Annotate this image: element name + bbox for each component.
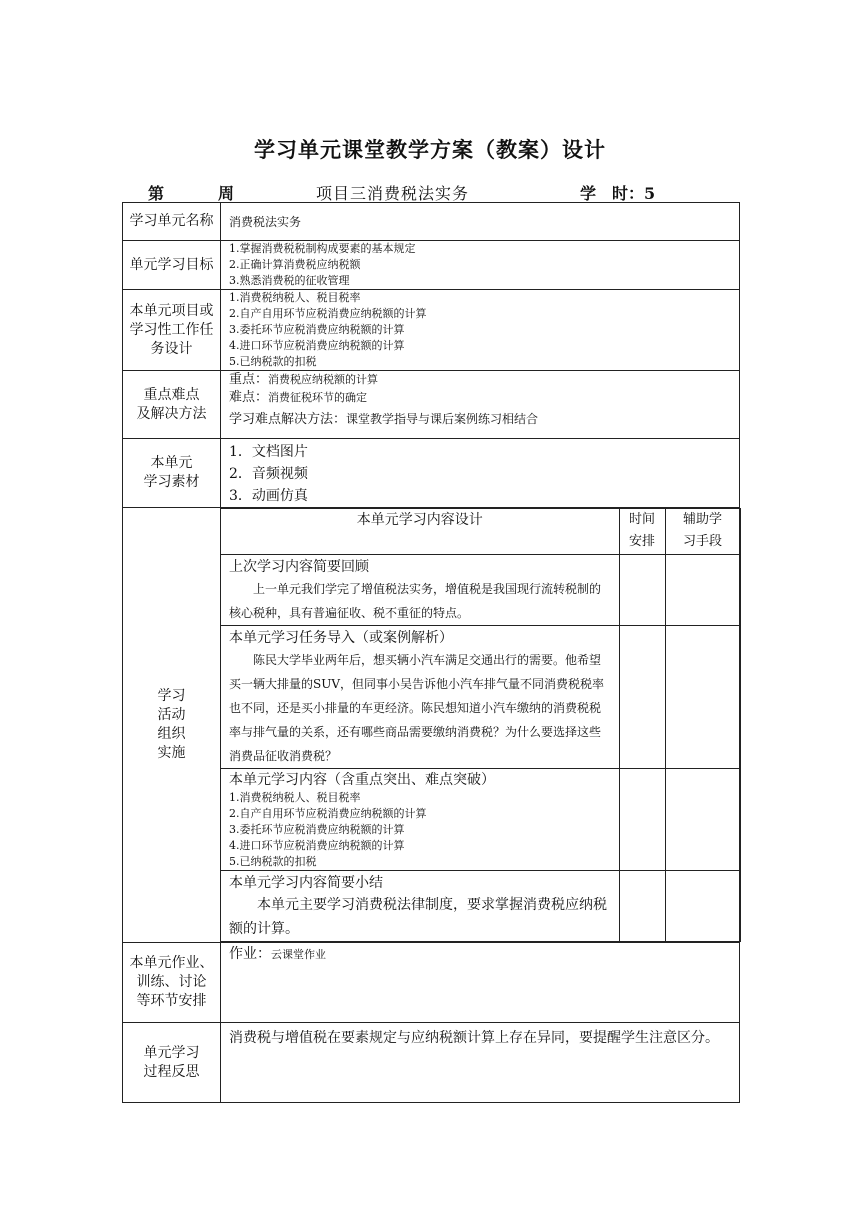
row-activity <box>123 508 740 943</box>
reflection-text: 消费税与增值税在要素规定与应纳税额计算上存在异同，要提醒学生注意区分。 <box>229 1030 719 1046</box>
week-label-1: 第 <box>148 184 165 203</box>
content-item: 5.已纳税款的扣税 <box>229 855 317 868</box>
row-goals <box>123 241 740 290</box>
goal-item: 1.掌握消费税税制构成要素的基本规定 <box>229 242 416 255</box>
hours-label: 学 时：5 <box>580 184 656 203</box>
material-item: 1．文档图片 <box>229 444 308 460</box>
material-item: 2．音频视频 <box>229 466 308 482</box>
row-homework <box>123 943 740 1023</box>
review-title: 上次学习内容简要回顾 <box>229 559 369 575</box>
col-content: 本单元学习内容设计 <box>221 509 619 555</box>
task-item: 4.进口环节应税消费应纳税额的计算 <box>229 339 405 352</box>
review-text: 上一单元我们学完了增值税法实务，增值税是我国现行流转税制的核心税种，具有普遍征收、税不重征的特点。 <box>229 582 602 620</box>
intro-row <box>221 626 740 769</box>
content-item: 1.消费税纳税人、税目税率 <box>229 791 361 804</box>
content-title: 本单元学习内容（含重点突出、难点突破） <box>229 772 495 788</box>
tasks-label: 本单元项目或 学习性工作任 务设计 <box>123 290 221 371</box>
week-label-2: 周 <box>218 184 235 203</box>
activity-header-row <box>221 509 740 555</box>
col-time: 时间 安排 <box>619 509 665 555</box>
key-point: 重点：消费税应纳税额的计算 <box>229 372 379 387</box>
task-item: 5.已纳税款的扣税 <box>229 355 317 368</box>
homework-label: 本单元作业、 训练、讨论 等环节安排 <box>123 943 221 1023</box>
activity-label: 学习 活动 组织 实施 <box>123 508 221 943</box>
materials-label: 本单元 学习素材 <box>123 439 221 508</box>
intro-text: 陈民大学毕业两年后，想买辆小汽车满足交通出行的需要。他希望买一辆大排量的SUV，但同事小吴告诉他小汽车排气量不同消费税税率也不同，还是买小排量的车更经济。陈民想知道小汽车缴纳的消费税税率与排气量的关系，还有哪些商品需要缴纳消费税？为什么要选择这些消费品征收消费税？ <box>229 653 605 763</box>
activity-content-table <box>221 508 741 942</box>
summary-row <box>221 871 740 942</box>
material-item: 3．动画仿真 <box>229 488 308 504</box>
difficult-point: 难点：消费征税环节的确定 <box>229 390 368 405</box>
project-label: 项目三消费税法实务 <box>316 184 470 203</box>
lesson-plan-table <box>122 202 740 1103</box>
row-reflection <box>123 1023 740 1103</box>
homework-value: 作业：云课堂作业 <box>229 946 326 962</box>
key-points-label: 重点难点 及解决方法 <box>123 371 221 439</box>
method: 学习难点解决方法：课堂教学指导与课后案例练习相结合 <box>229 412 539 427</box>
summary-text: 本单元主要学习消费税法律制度，要求掌握消费税应纳税额的计算。 <box>229 897 607 937</box>
row-key-points <box>123 371 740 439</box>
task-item: 2.自产自用环节应税消费应纳税额的计算 <box>229 307 427 320</box>
row-unit-name <box>123 203 740 241</box>
content-row <box>221 769 740 871</box>
goal-item: 2.正确计算消费税应纳税额 <box>229 258 361 271</box>
document-title: 学习单元课堂教学方案（教案）设计 <box>254 137 606 162</box>
intro-title: 本单元学习任务导入（或案例解析） <box>229 630 453 646</box>
content-item: 4.进口环节应税消费应纳税额的计算 <box>229 839 405 852</box>
task-item: 3.委托环节应税消费应纳税额的计算 <box>229 323 405 336</box>
content-item: 2.自产自用环节应税消费应纳税额的计算 <box>229 807 427 820</box>
review-row <box>221 555 740 626</box>
task-item: 1.消费税纳税人、税目税率 <box>229 291 361 304</box>
goals-label: 单元学习目标 <box>123 241 221 290</box>
unit-name-label: 学习单元名称 <box>123 203 221 241</box>
reflection-label: 单元学习 过程反思 <box>123 1023 221 1103</box>
content-item: 3.委托环节应税消费应纳税额的计算 <box>229 823 405 836</box>
goal-item: 3.熟悉消费税的征收管理 <box>229 274 350 287</box>
header-line <box>122 181 738 203</box>
unit-name-value: 消费税法实务 <box>229 214 302 229</box>
summary-title: 本单元学习内容简要小结 <box>229 875 383 891</box>
row-materials <box>123 439 740 508</box>
col-aid: 辅助学 习手段 <box>665 509 740 555</box>
row-tasks <box>123 290 740 371</box>
